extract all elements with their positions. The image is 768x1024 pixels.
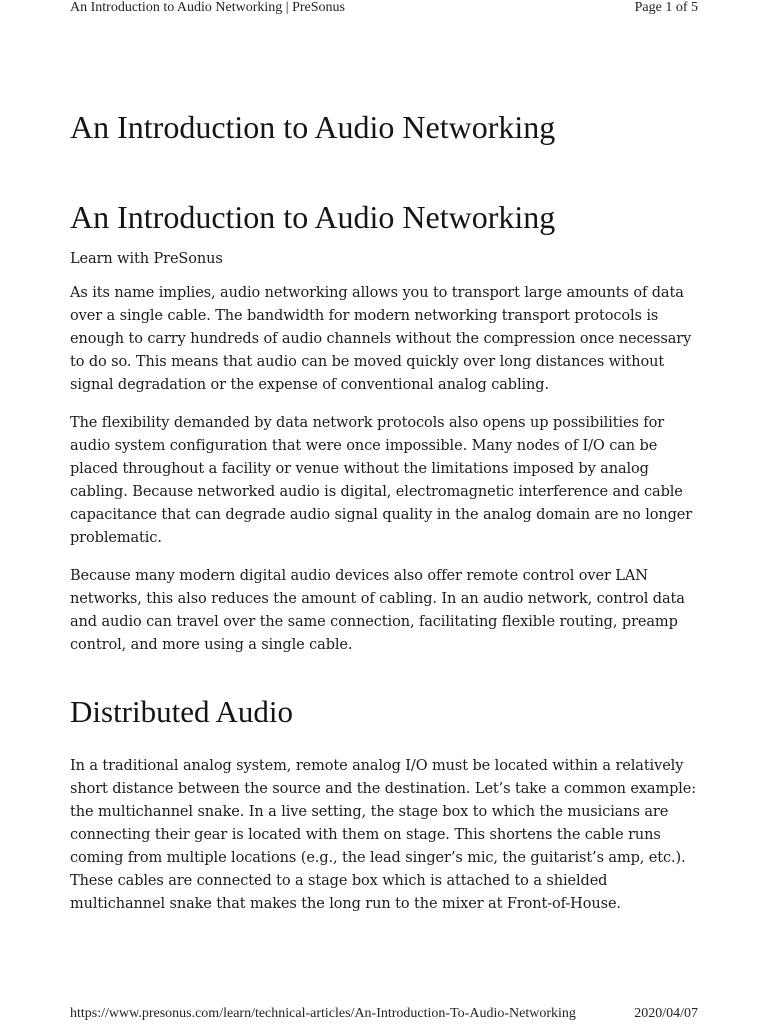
print-footer: [70, 1006, 698, 1022]
article-title: An Introduction to Audio Networking: [70, 199, 556, 235]
document-title: An Introduction to Audio Networking: [70, 109, 556, 145]
section-heading: Distributed Audio: [70, 694, 294, 729]
document-body: [70, 106, 700, 931]
paragraph: In a traditional analog system, remote analog I/O must be located within a relatively short distance between the source and the destination. Let’s take a common example: the multichannel snake. In a live setting, the stage box to which the musicians are connecting their gear is located with them on stage. This shortens the cable runs coming from multiple locations (e.g., the lead singer’s mic, the guitarist’s amp, etc.). These cables are connected to a stage box which is attached to a shielded multichannel snake that makes the long run to the mixer at Front-of-House.: [70, 758, 697, 912]
paragraph: Because many modern digital audio devices also offer remote control over LAN networks, this also reduces the amount of cabling. In an audio network, control data and audio can travel over the same connection, facilitating flexible routing, preamp control, and more using a single cable.: [70, 568, 685, 653]
footer-url: https://www.presonus.com/learn/technical-articles/An-Introduction-To-Audio-Networking: [70, 1006, 576, 1021]
footer-date: 2020/04/07: [634, 1006, 698, 1021]
header-page-number: Page 1 of 5: [634, 0, 698, 15]
byline: Learn with PreSonus: [70, 251, 223, 267]
header-page-title: An Introduction to Audio Networking | PreSonus: [70, 0, 346, 15]
paragraph: As its name implies, audio networking allows you to transport large amounts of data over a single cable. The bandwidth for modern networking transport protocols is enough to carry hundreds of audio channels without the compression once necessary to do so. This means that audio can be moved quickly over long distances without signal degradation or the expense of conventional analog cabling.: [70, 285, 692, 393]
paragraph: The flexibility demanded by data network protocols also opens up possibilities for audio system configuration that were once impossible. Many nodes of I/O can be placed throughout a facility or venue without the limitations imposed by analog cabling. Because networked audio is digital, electromagnetic interference and cable capacitance that can degrade audio signal quality in the analog domain are no longer problematic.: [70, 415, 693, 546]
print-header: [70, 0, 698, 16]
